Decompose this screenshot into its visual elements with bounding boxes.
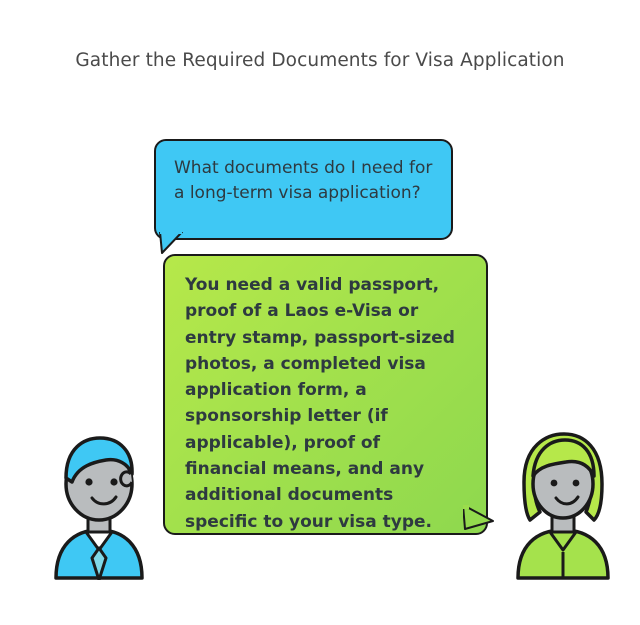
- question-bubble-tail: [158, 232, 184, 254]
- answer-speech-bubble: [163, 254, 488, 535]
- answer-text: You need a valid passport, proof of a Laos e-Visa or entry stamp, passport-sized photos, a completed visa application form, a sponsorship letter (if applicable), proof of financial means, and any additional documents specific to your visa type.: [185, 275, 455, 532]
- page-title: Gather the Required Documents for Visa Application: [75, 50, 565, 71]
- answer-bubble-tail: [463, 505, 495, 531]
- avatar-left-male: [44, 420, 154, 580]
- question-text: What documents do I need for a long-term visa application?: [174, 158, 433, 203]
- question-speech-bubble: [154, 139, 453, 240]
- avatar-right-female: [508, 420, 618, 580]
